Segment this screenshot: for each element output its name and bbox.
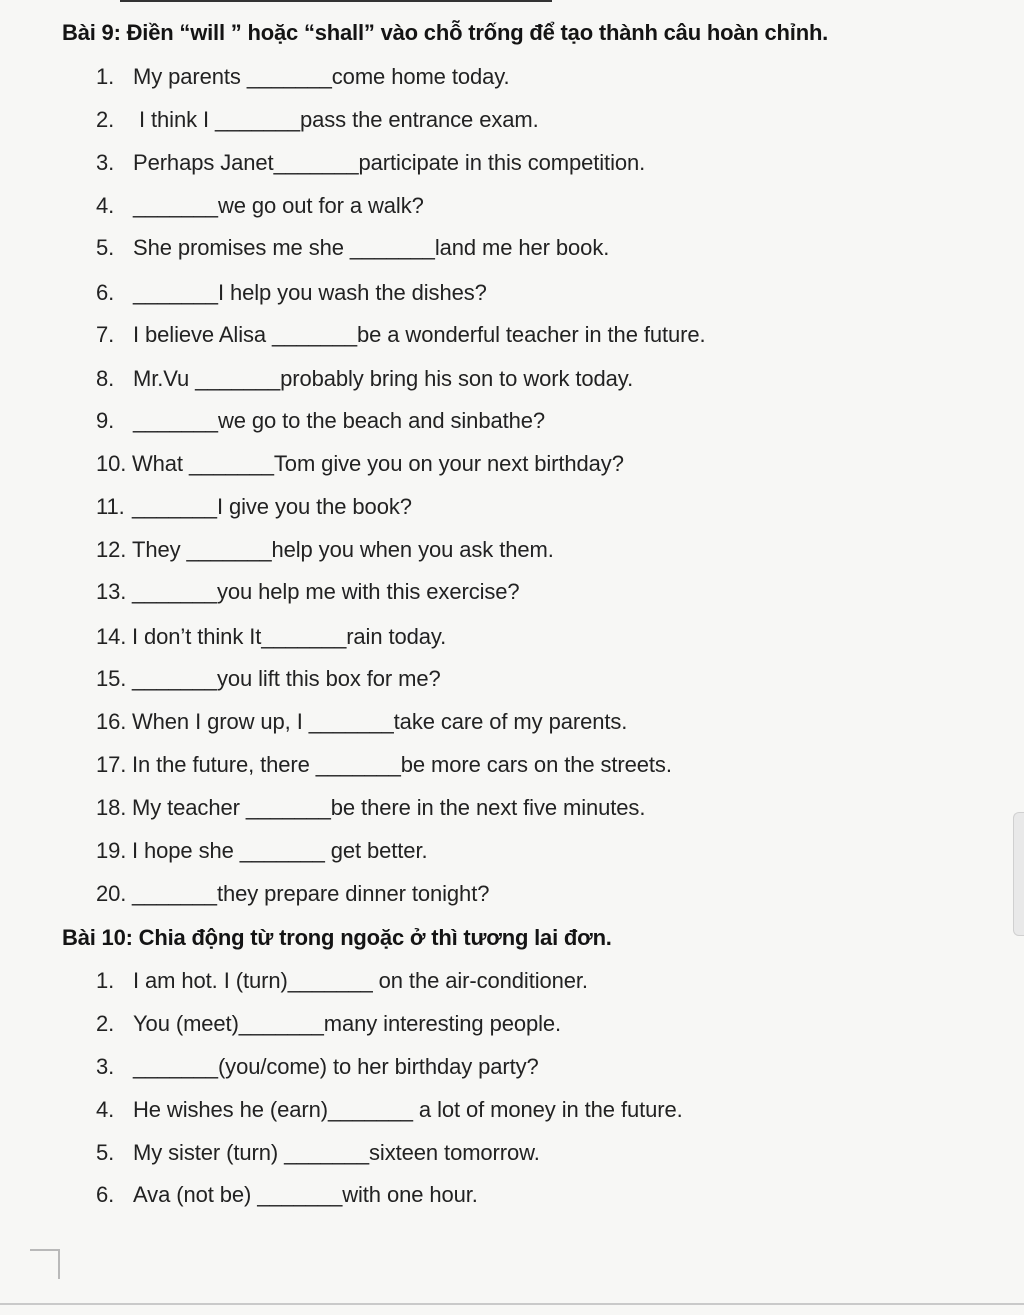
- item-number: 19.: [96, 838, 127, 863]
- item-text: They _______help you when you ask them.: [132, 537, 554, 562]
- exercise-10-item: [96, 1011, 561, 1037]
- page-corner-mark: [30, 1249, 60, 1279]
- exercise-9-item: [96, 752, 672, 778]
- exercise-10-title: Bài 10: Chia động từ trong ngoặc ở thì tương lai đơn.: [62, 925, 612, 950]
- exercise-10-item: [96, 968, 588, 994]
- top-rule: [120, 0, 552, 2]
- exercise-9-item: [96, 280, 487, 306]
- exercise-10-item: [96, 1054, 539, 1080]
- exercise-10-item: [96, 1140, 540, 1166]
- exercise-9-item: [96, 451, 624, 477]
- exercise-9-item: [96, 537, 554, 563]
- item-number: 10.: [96, 451, 127, 476]
- exercise-9-item: [96, 709, 627, 735]
- exercise-9-item: [96, 881, 489, 907]
- exercise-9-item: [96, 579, 520, 605]
- item-number: 1.: [96, 64, 115, 89]
- exercise-9-item: [96, 322, 706, 348]
- item-number: 5.: [96, 235, 115, 260]
- item-number: 20.: [96, 881, 127, 906]
- item-text: _______you lift this box for me?: [132, 666, 441, 691]
- item-text: When I grow up, I _______take care of my parents.: [132, 709, 628, 734]
- item-number: 4.: [96, 1097, 115, 1122]
- item-text: I think I _______pass the entrance exam.: [133, 107, 539, 132]
- exercise-9-item: [96, 150, 645, 176]
- item-number: 15.: [96, 666, 127, 691]
- exercise-10-item: [96, 1182, 478, 1208]
- exercise-9-item: [96, 107, 539, 133]
- exercise-9-item: [96, 838, 427, 864]
- exercise-9-item: [96, 666, 441, 692]
- item-number: 3.: [96, 1054, 115, 1079]
- item-number: 2.: [96, 1011, 115, 1036]
- item-number: 6.: [96, 280, 115, 305]
- item-number: 5.: [96, 1140, 115, 1165]
- item-text: _______I give you the book?: [132, 494, 412, 519]
- exercise-9-item: [96, 494, 412, 520]
- item-text: I don’t think It_______rain today.: [132, 624, 447, 649]
- item-number: 16.: [96, 709, 127, 734]
- item-text: He wishes he (earn)_______ a lot of money in the future.: [133, 1097, 683, 1122]
- exercise-9-item: [96, 624, 446, 650]
- item-text: Mr.Vu _______probably bring his son to work today.: [133, 366, 634, 391]
- item-number: 11.: [96, 494, 125, 519]
- exercise-10-item: [96, 1097, 683, 1123]
- item-text: She promises me she _______land me her book.: [133, 235, 610, 260]
- item-text: You (meet)_______many interesting people.: [133, 1011, 562, 1036]
- item-text: I believe Alisa _______be a wonderful teacher in the future.: [133, 322, 706, 347]
- item-number: 14.: [96, 624, 127, 649]
- item-number: 2.: [96, 107, 115, 132]
- page-divider: [0, 1303, 1024, 1305]
- item-text: _______they prepare dinner tonight?: [132, 881, 490, 906]
- item-number: 7.: [96, 322, 115, 347]
- item-text: _______(you/come) to her birthday party?: [133, 1054, 539, 1079]
- item-number: 13.: [96, 579, 127, 604]
- item-text: _______I help you wash the dishes?: [133, 280, 487, 305]
- item-text: In the future, there _______be more cars on the streets.: [132, 752, 672, 777]
- exercise-9-title: Bài 9: Điền “will ” hoặc “shall” vào chỗ trống để tạo thành câu hoàn chỉnh.: [62, 20, 829, 45]
- item-number: 8.: [96, 366, 115, 391]
- exercise-9-item: [96, 795, 645, 821]
- item-number: 3.: [96, 150, 115, 175]
- item-text: _______we go out for a walk?: [133, 193, 424, 218]
- item-text: I hope she _______ get better.: [132, 838, 428, 863]
- exercise-9-item: [96, 193, 424, 219]
- item-text: My parents _______come home today.: [133, 64, 510, 89]
- scroll-handle[interactable]: [1013, 812, 1024, 936]
- item-text: My sister (turn) _______sixteen tomorrow.: [133, 1140, 540, 1165]
- item-text: Ava (not be) _______with one hour.: [133, 1182, 478, 1207]
- item-number: 4.: [96, 193, 115, 218]
- exercise-9-item: [96, 64, 510, 90]
- item-text: _______you help me with this exercise?: [132, 579, 520, 604]
- item-number: 9.: [96, 408, 115, 433]
- exercise-9-item: [96, 366, 633, 392]
- item-text: My teacher _______be there in the next five minutes.: [132, 795, 646, 820]
- item-text: I am hot. I (turn)_______ on the air-conditioner.: [133, 968, 588, 993]
- item-number: 17.: [96, 752, 127, 777]
- item-number: 12.: [96, 537, 127, 562]
- item-text: Perhaps Janet_______participate in this competition.: [133, 150, 646, 175]
- exercise-9-item: [96, 235, 609, 261]
- item-number: 6.: [96, 1182, 115, 1207]
- item-number: 18.: [96, 795, 127, 820]
- item-number: 1.: [96, 968, 115, 993]
- item-text: _______we go to the beach and sinbathe?: [133, 408, 546, 433]
- exercise-9-item: [96, 408, 545, 434]
- item-text: What _______Tom give you on your next birthday?: [132, 451, 624, 476]
